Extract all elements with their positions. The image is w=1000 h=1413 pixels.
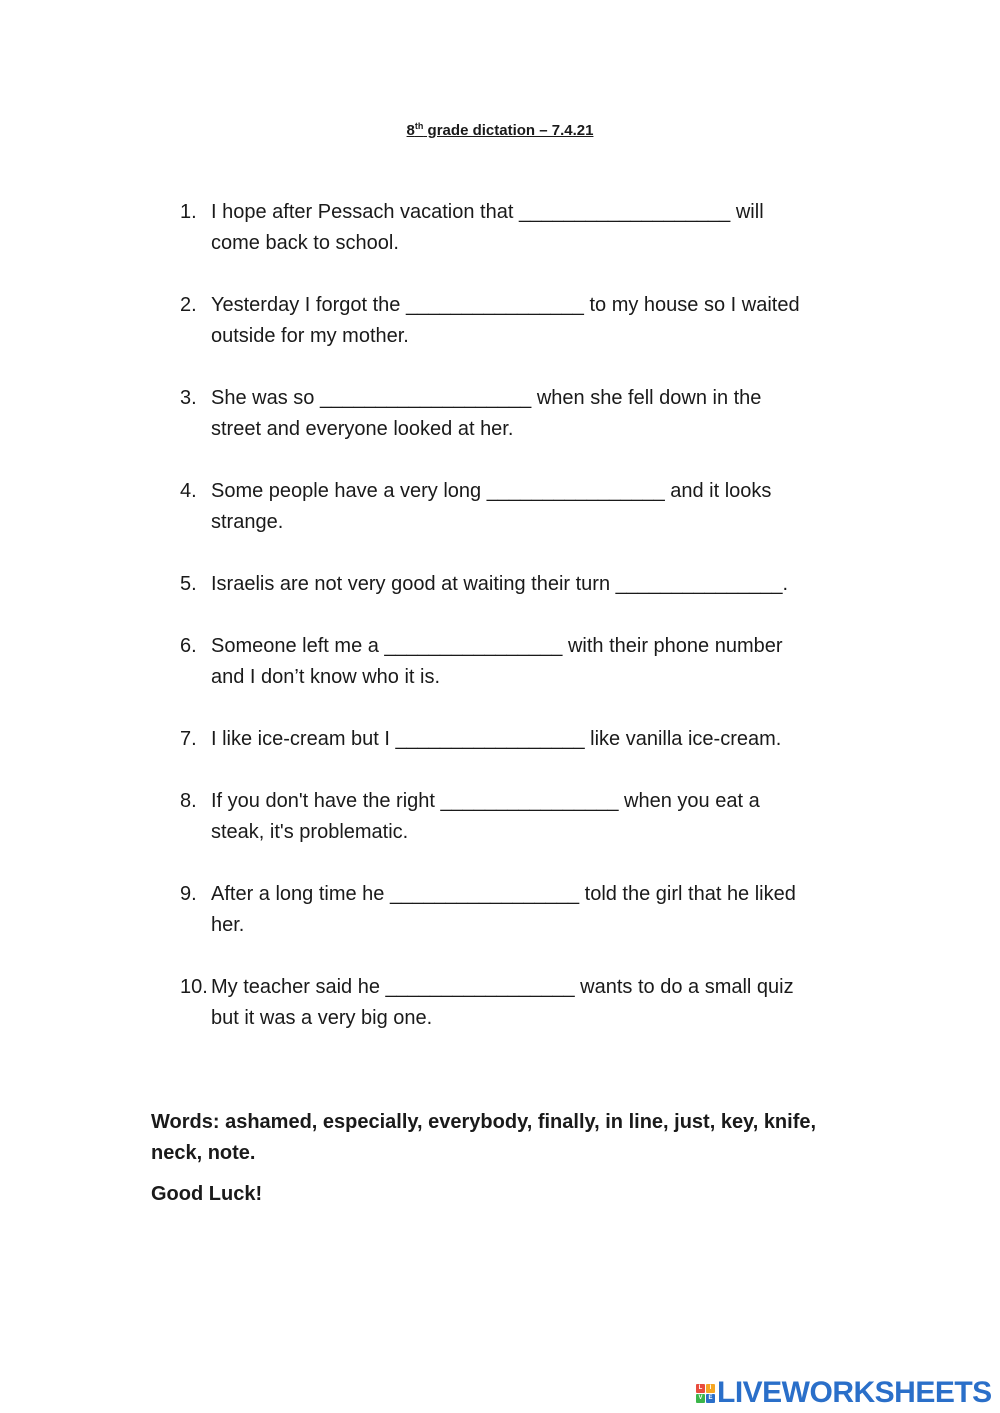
word-bank: Words: ashamed, especially, everybody, finally, in line, just, key, knife, neck, note. [151, 1111, 817, 1164]
question-list [180, 197, 870, 1065]
question-line: Yesterday I forgot the ________________ to my house so I waited [211, 294, 800, 316]
question-line: strange. [211, 511, 284, 533]
logo-blocks-icon [696, 1384, 715, 1403]
worksheet-title [0, 122, 1000, 139]
question-line: She was so ___________________ when she fell down in the [211, 387, 762, 409]
question-number: 10. [180, 976, 208, 998]
question-line: but it was a very big one. [211, 1007, 433, 1029]
question-item [180, 476, 870, 538]
question-number: 9. [180, 883, 197, 905]
title-superscript: th [414, 121, 424, 131]
logo-block: I [706, 1384, 715, 1393]
question-item [180, 569, 870, 600]
brand-text: LIVEWORKSHEETS [717, 1376, 992, 1409]
question-item [180, 879, 870, 941]
logo-block: L [696, 1384, 705, 1393]
question-line: street and everyone looked at her. [211, 418, 514, 440]
question-number: 1. [180, 201, 197, 223]
question-number: 6. [180, 635, 197, 657]
question-item [180, 197, 870, 259]
question-line: and I don’t know who it is. [211, 666, 441, 688]
logo-block: V [696, 1394, 705, 1403]
question-number: 2. [180, 294, 197, 316]
question-item [180, 290, 870, 352]
question-line: come back to school. [211, 232, 399, 254]
question-line: Some people have a very long ________________ and it looks [211, 480, 772, 502]
question-line: I hope after Pessach vacation that ___________________ will [211, 201, 764, 223]
question-item [180, 786, 870, 848]
liveworksheets-logo[interactable] [696, 1376, 992, 1410]
title-prefix: 8 [406, 122, 415, 139]
question-line: After a long time he _________________ told the girl that he liked [211, 883, 796, 905]
question-line: outside for my mother. [211, 325, 409, 347]
question-line: Someone left me a ________________ with their phone number [211, 635, 783, 657]
title-rest: grade dictation – 7.4.21 [423, 122, 594, 139]
question-number: 8. [180, 790, 197, 812]
question-item [180, 383, 870, 445]
question-item [180, 972, 870, 1034]
question-line: I like ice-cream but I _________________ like vanilla ice-cream. [211, 728, 782, 750]
question-line: Israelis are not very good at waiting their turn _______________. [211, 573, 789, 595]
closing-text: Good Luck! [151, 1183, 263, 1205]
question-number: 3. [180, 387, 197, 409]
question-line: If you don't have the right ________________ when you eat a [211, 790, 760, 812]
question-item [180, 724, 870, 755]
question-number: 5. [180, 573, 197, 595]
question-item [180, 631, 870, 693]
question-number: 7. [180, 728, 197, 750]
question-number: 4. [180, 480, 197, 502]
question-line: My teacher said he _________________ wants to do a small quiz [211, 976, 794, 998]
question-line: steak, it's problematic. [211, 821, 409, 843]
question-line: her. [211, 914, 245, 936]
logo-block: E [706, 1394, 715, 1403]
